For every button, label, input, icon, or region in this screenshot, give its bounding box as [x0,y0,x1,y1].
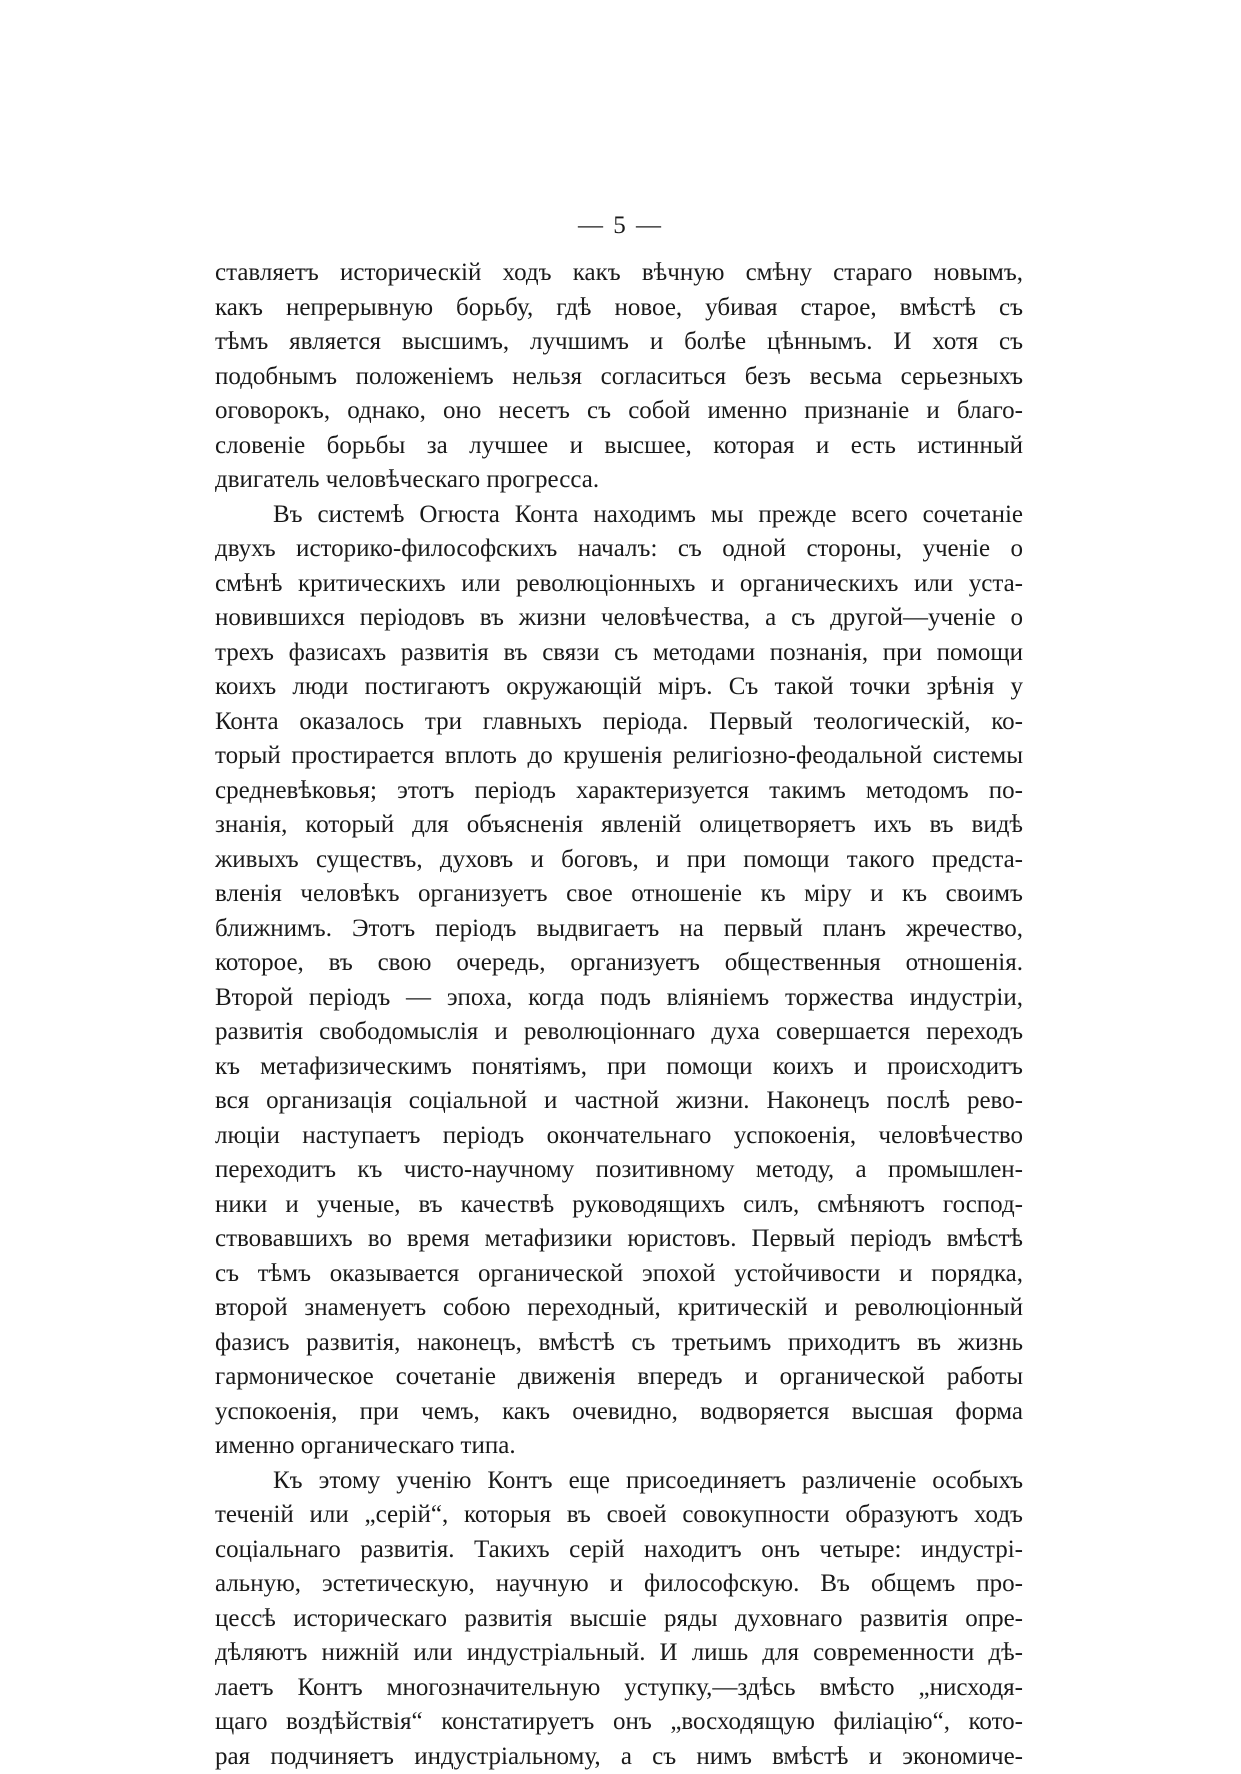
paragraph-2 [215,498,1023,1464]
page-number: — 5 — [0,212,1241,240]
text-line: переходитъ къ чисто-научному позитивному методу, а промышлен- [215,1153,1023,1188]
text-line: щаго воздѣйствія“ констатируетъ онъ „восходящую филіацію“, кото- [215,1705,1023,1740]
text-line: люціи наступаетъ періодъ окончательнаго успокоенія, человѣчество [215,1119,1023,1154]
text-line: гармоническое сочетаніе движенія впередъ и органической работы [215,1360,1023,1395]
paragraph-1 [215,256,1023,498]
text-line: ствовавшихъ во время метафизики юристовъ. Первый періодъ вмѣстѣ [215,1222,1023,1257]
text-line: которое, въ свою очередь, организуетъ общественныя отношенія. [215,946,1023,981]
text-line: цессѣ историческаго развитія высшіе ряды духовнаго развитія опре- [215,1602,1023,1637]
text-line: соціальнаго развитія. Такихъ серій находитъ онъ четыре: индустрі- [215,1533,1023,1568]
text-line: какъ непрерывную борьбу, гдѣ новое, убивая старое, вмѣстѣ съ [215,291,1023,326]
text-line: рая подчиняетъ индустріальному, а съ нимъ вмѣстѣ и экономиче- [215,1740,1023,1774]
text-line: двигатель человѣческаго прогресса. [215,463,1023,498]
text-line: вся организація соціальной и частной жизни. Наконецъ послѣ рево- [215,1084,1023,1119]
text-line: подобнымъ положеніемъ нельзя согласиться безъ весьма серьезныхъ [215,360,1023,395]
text-line: дѣляютъ нижній или индустріальный. И лишь для современности дѣ- [215,1636,1023,1671]
paragraph-3 [215,1464,1023,1774]
text-line: второй знаменуетъ собою переходный, критическій и революціонный [215,1291,1023,1326]
text-line: средневѣковья; этотъ періодъ характеризуется такимъ методомъ по- [215,774,1023,809]
text-line: трехъ фазисахъ развитія въ связи съ методами познанія, при помощи [215,636,1023,671]
text-line: знанія, который для объясненія явленій олицетворяетъ ихъ въ видѣ [215,808,1023,843]
text-line: успокоенія, при чемъ, какъ очевидно, водворяется высшая форма [215,1395,1023,1430]
text-line: коихъ люди постигаютъ окружающій міръ. Съ такой точки зрѣнія у [215,670,1023,705]
text-line: именно органическаго типа. [215,1429,1023,1464]
text-line: съ тѣмъ оказывается органической эпохой устойчивости и порядка, [215,1257,1023,1292]
text-line: альную, эстетическую, научную и философскую. Въ общемъ про- [215,1567,1023,1602]
text-line: ники и ученые, въ качествѣ руководящихъ силъ, смѣняютъ господ- [215,1188,1023,1223]
text-line: къ метафизическимъ понятіямъ, при помощи коихъ и происходитъ [215,1050,1023,1085]
text-line: фазисъ развитія, наконецъ, вмѣстѣ съ третьимъ приходитъ въ жизнь [215,1326,1023,1361]
text-line: ближнимъ. Этотъ періодъ выдвигаетъ на первый планъ жречество, [215,912,1023,947]
text-line: смѣнѣ критическихъ или революціонныхъ и органическихъ или уста- [215,567,1023,602]
text-line: новившихся періодовъ въ жизни человѣчества, а съ другой—ученіе о [215,601,1023,636]
text-line: вленія человѣкъ организуетъ свое отношеніе къ міру и къ своимъ [215,877,1023,912]
body-text [215,256,1023,1774]
text-line: теченій или „серій“, которыя въ своей совокупности образуютъ ходъ [215,1498,1023,1533]
text-line: Къ этому ученію Контъ еще присоединяетъ различеніе особыхъ [215,1464,1023,1499]
text-line: тѣмъ является высшимъ, лучшимъ и болѣе цѣннымъ. И хотя съ [215,325,1023,360]
text-line: Конта оказалось три главныхъ періода. Первый теологическій, ко- [215,705,1023,740]
text-line: двухъ историко-философскихъ началъ: съ одной стороны, ученіе о [215,532,1023,567]
text-line: оговорокъ, однако, оно несетъ съ собой именно признаніе и благо- [215,394,1023,429]
text-line: ставляетъ историческій ходъ какъ вѣчную смѣну стараго новымъ, [215,256,1023,291]
text-line: Второй періодъ — эпоха, когда подъ вліяніемъ торжества индустріи, [215,981,1023,1016]
text-line: развитія свободомыслія и революціоннаго духа совершается переходъ [215,1015,1023,1050]
text-line: лаетъ Контъ многозначительную уступку,—здѣсь вмѣсто „нисходя- [215,1671,1023,1706]
text-line: словеніе борьбы за лучшее и высшее, которая и есть истинный [215,429,1023,464]
text-line: живыхъ существъ, духовъ и боговъ, и при помощи такого предста- [215,843,1023,878]
text-line: торый простирается вплоть до крушенія религіозно-феодальной системы [215,739,1023,774]
text-line: Въ системѣ Огюста Конта находимъ мы прежде всего сочетаніе [215,498,1023,533]
